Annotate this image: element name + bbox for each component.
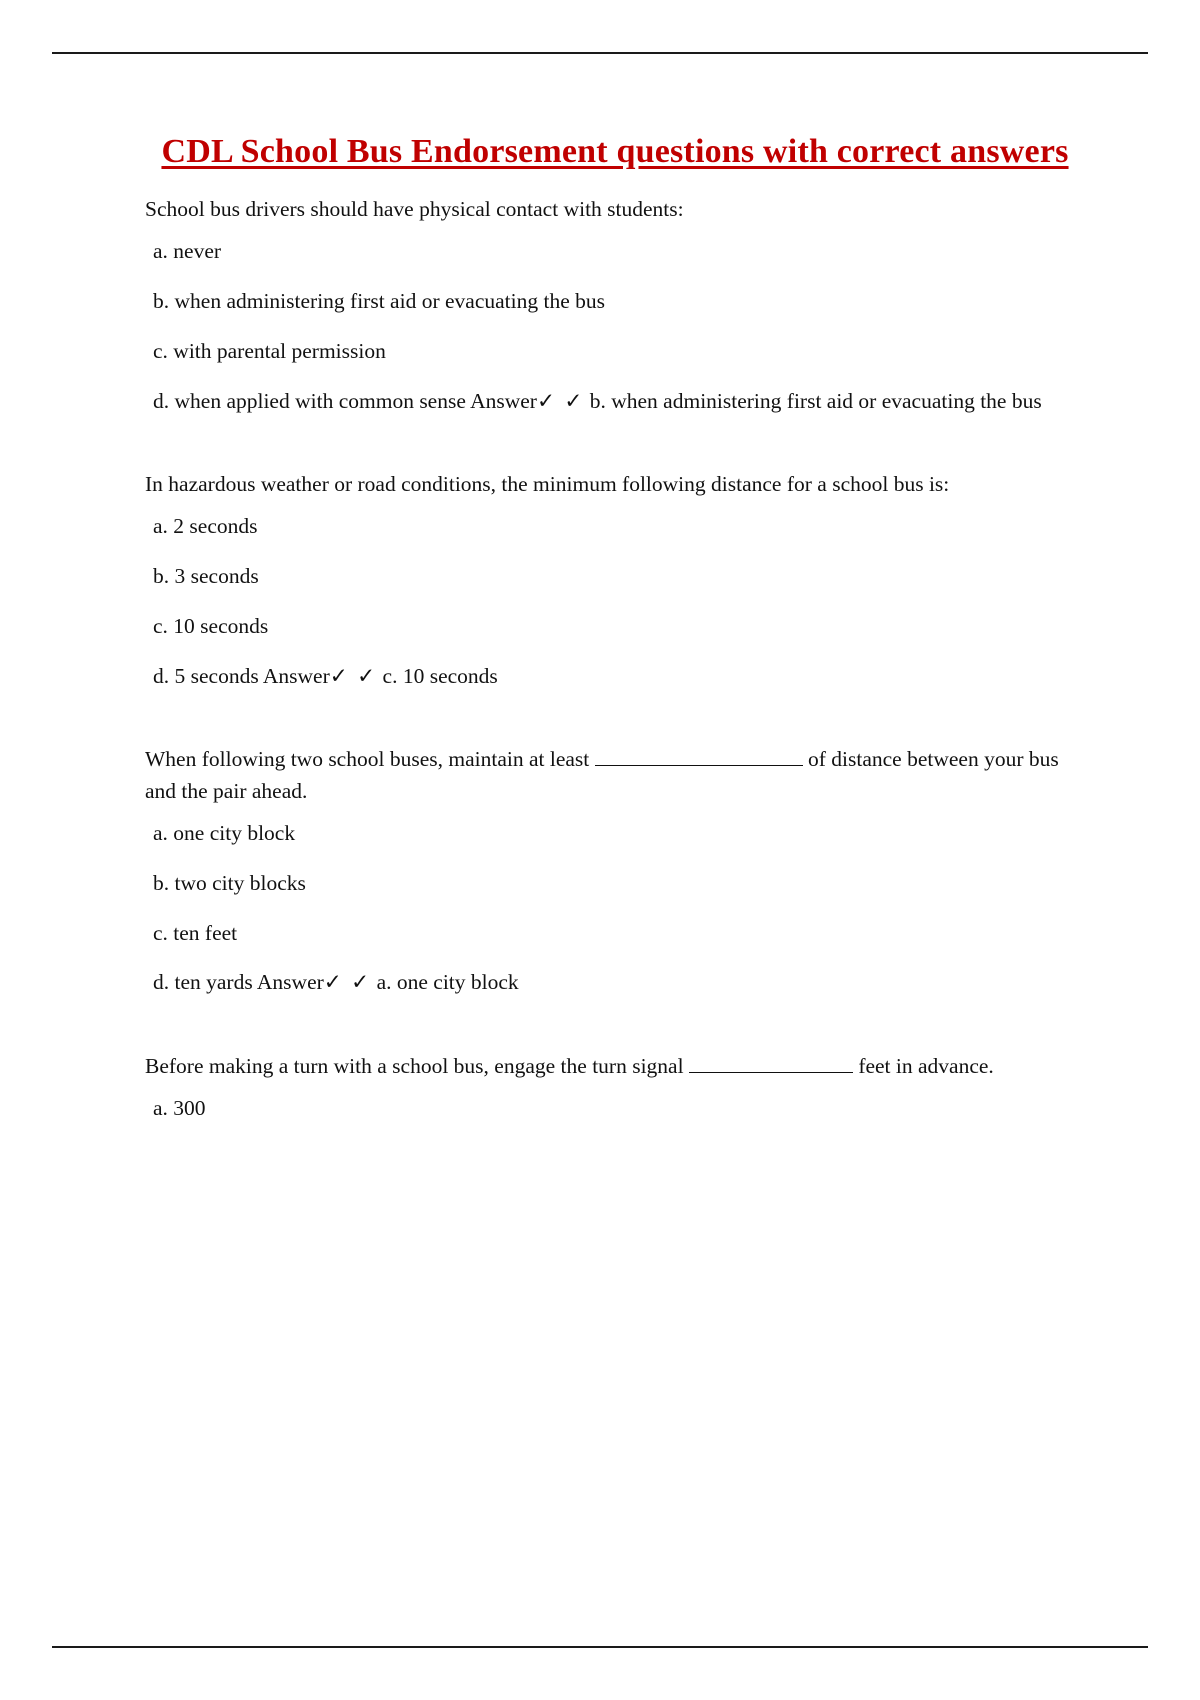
check-mark-icon: ✓ ✓ bbox=[329, 663, 378, 688]
choice-text: d. 5 seconds Answer bbox=[153, 663, 330, 688]
answer-text: c. 10 seconds bbox=[382, 663, 498, 688]
choice-list bbox=[145, 1093, 1085, 1125]
choice-option[interactable]: c. ten feet bbox=[153, 920, 238, 945]
question-stem bbox=[145, 744, 1085, 808]
choice-option-with-answer[interactable] bbox=[145, 661, 1085, 693]
choice-list bbox=[145, 511, 1085, 692]
question-stem-after-blank: of distance between your bus and the pair ahead. bbox=[145, 747, 1059, 804]
question-stem: School bus drivers should have physical contact with students: bbox=[145, 197, 684, 222]
choice-option-with-answer[interactable] bbox=[145, 386, 1085, 418]
choice-text: d. when applied with common sense Answer bbox=[153, 388, 537, 413]
answer-text: b. when administering first aid or evacuating the bus bbox=[589, 388, 1042, 413]
document-content bbox=[145, 128, 1085, 1125]
page-title: CDL School Bus Endorsement questions with correct answers bbox=[161, 133, 1069, 170]
header-divider bbox=[52, 52, 1148, 54]
question-block bbox=[145, 744, 1085, 999]
footer-divider bbox=[52, 1646, 1148, 1648]
answer-text: a. one city block bbox=[376, 970, 519, 995]
question-stem-before-blank: When following two school buses, maintain at least bbox=[145, 747, 590, 772]
question-stem-before-blank: Before making a turn with a school bus, engage the turn signal bbox=[145, 1054, 684, 1079]
choice-option[interactable]: c. with parental permission bbox=[153, 338, 386, 363]
choice-text: d. ten yards Answer bbox=[153, 970, 324, 995]
question-block bbox=[145, 194, 1085, 417]
question-stem bbox=[145, 1051, 1085, 1083]
fill-in-blank bbox=[689, 1072, 853, 1073]
choice-option-with-answer[interactable] bbox=[145, 967, 1085, 999]
check-mark-icon: ✓ ✓ bbox=[536, 388, 585, 413]
choice-list bbox=[145, 236, 1085, 417]
choice-option[interactable]: a. never bbox=[153, 239, 222, 264]
choice-list bbox=[145, 818, 1085, 999]
fill-in-blank bbox=[595, 765, 803, 766]
choice-option[interactable]: b. 3 seconds bbox=[153, 563, 259, 588]
question-stem-after-blank: feet in advance. bbox=[858, 1054, 994, 1079]
choice-option[interactable]: a. 300 bbox=[153, 1096, 206, 1121]
choice-option[interactable]: b. two city blocks bbox=[153, 870, 306, 895]
check-mark-icon: ✓ ✓ bbox=[323, 970, 372, 995]
question-block bbox=[145, 1051, 1085, 1125]
choice-option[interactable]: a. one city block bbox=[153, 821, 296, 846]
question-block bbox=[145, 469, 1085, 692]
choice-option[interactable]: b. when administering first aid or evacuating the bus bbox=[153, 288, 605, 313]
choice-option[interactable]: a. 2 seconds bbox=[153, 514, 258, 539]
choice-option[interactable]: c. 10 seconds bbox=[153, 613, 269, 638]
question-stem: In hazardous weather or road conditions, the minimum following distance for a school bus is: bbox=[145, 472, 950, 497]
